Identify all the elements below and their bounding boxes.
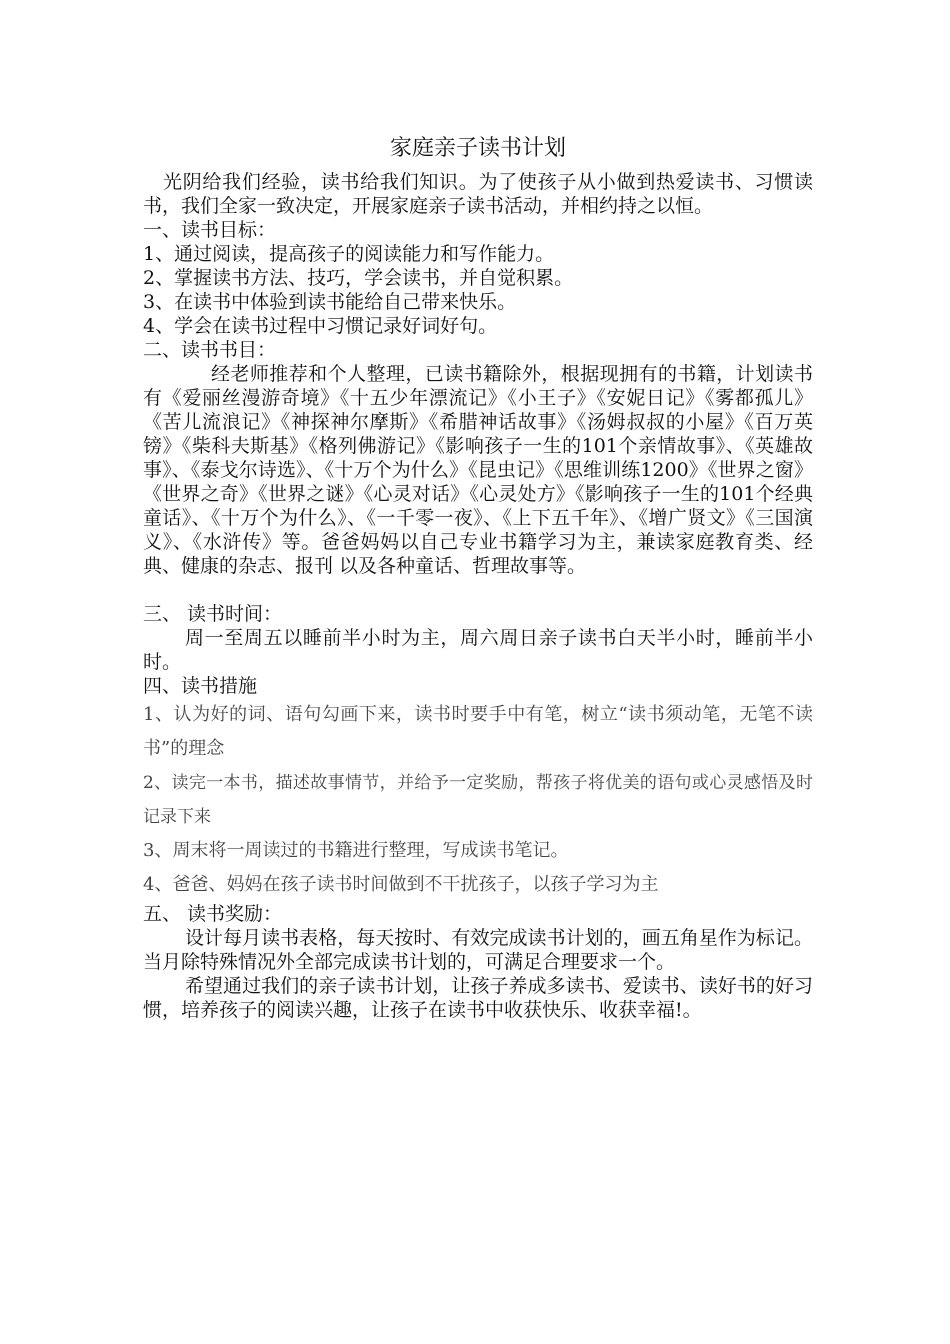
rewards-heading: 五、 读书奖励：	[143, 903, 283, 925]
closing-paragraph: 希望通过我们的亲子读书计划，让孩子养成多读书、爱读书、读好书的好习惯，培养孩子的阅读兴趣，让孩子在读书中收获快乐、收获幸福!。	[143, 975, 813, 1021]
booklist-paragraph: 经老师推荐和个人整理，已读书籍除外，根据现拥有的书籍，计划读书有《爱丽丝漫游奇境》《十五少年漂流记》《小王子》《安妮日记》《雾都孤儿》《苦儿流浪记》《神探神尔摩斯》《希腊神话故事》《汤姆叔叔的小屋》《百万英镑》《柴科夫斯基》《格列佛游记》《影响孩子一生的101个亲情故事》、《英雄故事》、《泰戈尔诗选》、《十万个为什么》《昆虫记》《思维训练1200》《世界之窗》《世界之奇》《世界之谜》《心灵对话》《心灵处方》《影响孩子一生的101个经典童话》、《十万个为什么》、《一千零一夜》、《上下五千年》、《增广贤文》《三国演义》、《水浒传》等。爸爸妈妈以自己专业书籍学习为主，兼读家庭教育类、经典、健康的杂志、报刊 以及各种童话、哲理故事等。	[143, 363, 813, 577]
goal-item: 1、通过阅读，提高孩子的阅读能力和写作能力。	[143, 243, 555, 265]
booklist-heading: 二、读书书目：	[143, 339, 277, 361]
goal-item: 2、掌握读书方法、技巧，学会读书，并自觉积累。	[143, 267, 574, 289]
blank-line	[143, 578, 813, 602]
time-paragraph: 周一至周五以睡前半小时为主，周六周日亲子读书白天半小时，睡前半小时。	[143, 627, 813, 673]
document-title: 家庭亲子读书计划	[389, 136, 566, 161]
measure-item: 1、认为好的词、语句勾画下来，读书时要手中有笔，树立“读书须动笔，无笔不读书”的理念	[143, 704, 813, 759]
time-heading: 三、 读书时间：	[143, 603, 283, 625]
measure-item: 2、读完一本书，描述故事情节，并给予一定奖励，帮孩子将优美的语句或心灵感悟及时记录下来	[143, 773, 813, 827]
goals-heading: 一、读书目标：	[143, 219, 277, 241]
measure-item: 4、爸爸、妈妈在孩子读书时间做到不干扰孩子，以孩子学习为主	[143, 874, 659, 895]
goal-item: 3、在读书中体验到读书能给自己带来快乐。	[143, 291, 517, 313]
intro-paragraph: 光阴给我们经验，读书给我们知识。为了使孩子从小做到热爱读书、习惯读书，我们全家一致决定，开展家庭亲子读书活动，并相约持之以恒。	[143, 171, 813, 217]
document-body	[143, 134, 813, 1022]
rewards-paragraph: 设计每月读书表格，每天按时、有效完成读书计划的，画五角星作为标记。当月除特殊情况外全部完成读书计划的，可满足合理要求一个。	[143, 927, 813, 973]
measure-item: 3、周末将一周读过的书籍进行整理，写成读书笔记。	[143, 840, 569, 861]
measures-heading: 四、读书措施	[143, 675, 258, 697]
goal-item: 4、学会在读书过程中习惯记录好词好句。	[143, 315, 498, 337]
